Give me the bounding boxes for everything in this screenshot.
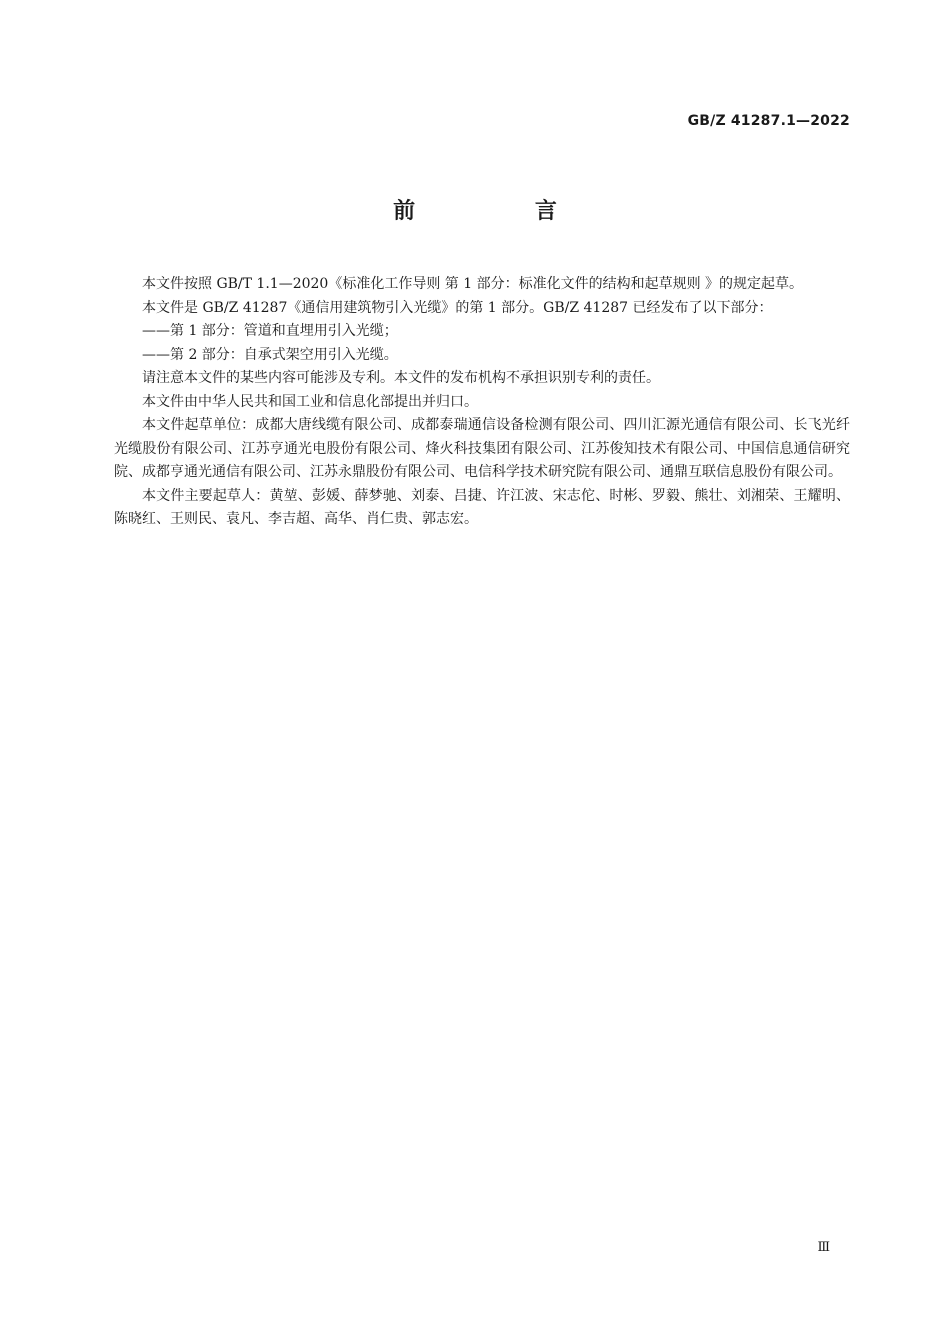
paragraph-patent-notice: 请注意本文件的某些内容可能涉及专利。本文件的发布机构不承担识别专利的责任。: [142, 370, 660, 386]
paragraph-series-parts: 本文件是 GB/Z 41287《通信用建筑物引入光缆》的第 1 部分。GB/Z 41287 已经发布了以下部分：: [142, 299, 773, 316]
foreword-body: [114, 273, 850, 532]
paragraph-drafting-units: 本文件起草单位：成都大唐线缆有限公司、成都泰瑞通信设备检测有限公司、四川汇源光通信有限公司、长飞光纤光缆股份有限公司、江苏亨通光电股份有限公司、烽火科技集团有限公司、江苏俊知技术有限公司、中国信息通信研究院、成都亨通光通信有限公司、江苏永鼎股份有限公司、电信科学技术研究院有限公司、通鼎互联信息股份有限公司。: [114, 417, 850, 480]
page-number: Ⅲ: [817, 1240, 830, 1255]
paragraph-drafters: 本文件主要起草人：黄堃、彭媛、薛梦驰、刘泰、吕捷、许江波、宋志佗、时彬、罗毅、熊壮、刘湘荣、王耀明、陈晓红、王则民、袁凡、李吉超、高华、肖仁贵、郭志宏。: [114, 487, 850, 527]
paragraph-proposer: 本文件由中华人民共和国工业和信息化部提出并归口。: [142, 393, 478, 410]
list-item-part-2: ——第 2 部分：自承式架空用引入光缆。: [142, 346, 398, 363]
page-title: 前 言: [393, 199, 613, 224]
paragraph-drafting-rules: 本文件按照 GB/T 1.1—2020《标准化工作导则 第 1 部分：标准化文件的结构和起草规则 》的规定起草。: [142, 276, 804, 292]
list-item-part-1: ——第 1 部分：管道和直埋用引入光缆；: [142, 323, 398, 339]
document-code: GB/Z 41287.1—2022: [687, 113, 850, 129]
